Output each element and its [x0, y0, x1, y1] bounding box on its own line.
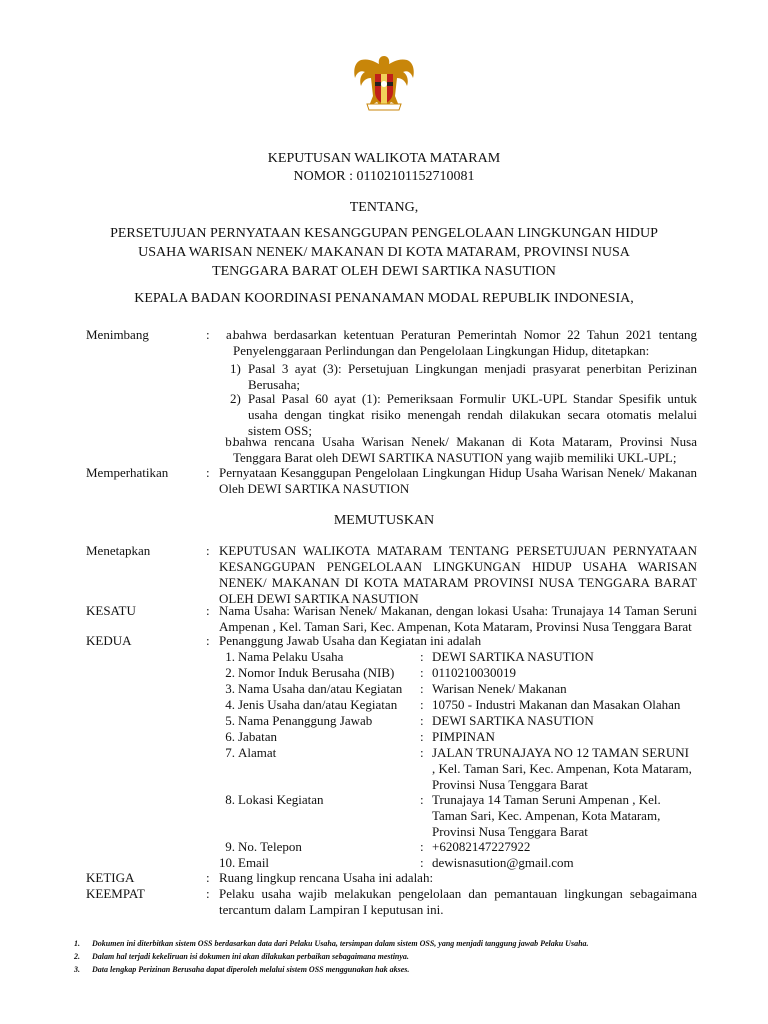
footnote: [74, 937, 694, 950]
field-label: Nama Penanggung Jawab: [238, 713, 373, 728]
authority-heading: KEPALA BADAN KOORDINASI PENANAMAN MODAL REPUBLIK INDONESIA,: [134, 291, 634, 306]
field-label: Email: [238, 855, 270, 870]
item-1-marker: 1): [230, 361, 241, 376]
field-number: 9.: [225, 839, 235, 854]
menetapkan-text: KEPUTUSAN WALIKOTA MATARAM TENTANG PERSETUJUAN PERNYATAAN KESANGGUPAN PENGELOLAAN LINGKUNGAN HIDUP USAHA WARISAN NENEK/ MAKANAN DI KOTA MATARAM PROVINSI NUSA TENGGARA BARAT OLEH DEWI SARTIKA NASUTION: [219, 543, 697, 606]
colon: :: [420, 839, 424, 854]
footnote: [74, 950, 694, 963]
colon: :: [420, 729, 424, 744]
footnote-text: Dalam hal terjadi kekeliruan isi dokumen ini akan dilakukan perbaikan sebagaimana mestinya.: [92, 952, 409, 961]
subject-line: PERSETUJUAN PERNYATAAN KESANGGUPAN PENGELOLAAN LINGKUNGAN HIDUP: [110, 226, 658, 241]
field-number: 2.: [225, 665, 235, 680]
field-label: Nama Pelaku Usaha: [238, 649, 344, 664]
subject-line: USAHA WARISAN NENEK/ MAKANAN DI KOTA MATARAM, PROVINSI NUSA: [138, 245, 630, 260]
address-line: , Kel. Taman Sari, Kec. Ampenan, Kota Mataram,: [432, 761, 692, 776]
menimbang-label: Menimbang: [86, 327, 149, 342]
field-label: Nomor Induk Berusaha (NIB): [238, 665, 395, 680]
footnote-text: Data lengkap Perizinan Berusaha dapat diperoleh melalui sistem OSS menggunakan hak akses.: [92, 965, 410, 974]
keempat-text: Pelaku usaha wajib melakukan pengelolaan dan pemantauan lingkungan sebagaimana tercantum dalam Lampiran I keputusan ini.: [219, 886, 697, 917]
footnote-number: 3.: [74, 965, 80, 974]
field-number: 3.: [225, 681, 235, 696]
colon: :: [206, 870, 210, 885]
colon: :: [420, 697, 424, 712]
kedua-label: KEDUA: [86, 633, 132, 648]
point-a-marker: a.: [225, 327, 235, 342]
ketiga-label: KETIGA: [86, 870, 135, 885]
memutuskan-heading: MEMUTUSKAN: [333, 513, 435, 528]
decree-title: KEPUTUSAN WALIKOTA MATARAM: [267, 151, 501, 166]
kesatu-label: KESATU: [86, 603, 136, 618]
colon: :: [420, 855, 424, 870]
field-value: Warisan Nenek/ Makanan: [432, 681, 567, 696]
colon: :: [420, 681, 424, 696]
field-label: No. Telepon: [238, 839, 302, 854]
menetapkan-label: Menetapkan: [86, 543, 151, 558]
field-number: 1.: [225, 649, 235, 664]
keempat-label: KEEMPAT: [86, 886, 145, 901]
colon: :: [206, 603, 210, 618]
colon: :: [206, 327, 210, 342]
footnote-number: 1.: [74, 939, 80, 948]
colon: :: [420, 713, 424, 728]
colon: :: [420, 649, 424, 664]
field-label: Alamat: [238, 745, 277, 760]
colon: :: [206, 465, 210, 480]
point-b-text: bahwa rencana Usaha Warisan Nenek/ Makanan di Kota Mataram, Provinsi Nusa Tenggara Barat oleh DEWI SARTIKA NASUTION yang wajib memiliki UKL-UPL;: [233, 434, 697, 465]
garuda-emblem: [351, 52, 417, 116]
point-a-text: bahwa berdasarkan ketentuan Peraturan Pemerintah Nomor 22 Tahun 2021 tentang Penyelenggaraan Perlindungan dan Pengelolaan Lingkungan Hidup, ditetapkan:: [233, 327, 697, 358]
field-value: [432, 792, 697, 840]
colon: :: [206, 886, 210, 901]
field-label: Jenis Usaha dan/atau Kegiatan: [238, 697, 398, 712]
item-1-text: Pasal 3 ayat (3): Persetujuan Lingkungan menjadi prasyarat penerbitan Perizinan Berusaha;: [248, 361, 697, 392]
colon: :: [420, 745, 424, 760]
field-label: Nama Usaha dan/atau Kegiatan: [238, 681, 403, 696]
address-line: JALAN TRUNAJAYA NO 12 TAMAN SERUNI: [432, 745, 689, 760]
footnote: [74, 963, 694, 976]
field-number: 5.: [225, 713, 235, 728]
location-line: Trunajaya 14 Taman Seruni Ampenan , Kel.: [432, 792, 661, 807]
memperhatikan-text: Pernyataan Kesanggupan Pengelolaan Lingkungan Hidup Usaha Warisan Nenek/ Makanan Oleh DEWI SARTIKA NASUTION: [219, 465, 697, 496]
location-line: Taman Sari, Kec. Ampenan, Kota Mataram,: [432, 808, 661, 823]
item-2-text: Pasal Pasal 60 ayat (1): Pemeriksaan Formulir UKL-UPL Standar Spesifik untuk usaha dengan tingkat risiko menengah rendah dilakukan secara otomatis melalui sistem OSS;: [248, 391, 697, 438]
point-b-marker: b.: [225, 434, 235, 449]
field-value: dewisnasution@gmail.com: [432, 855, 574, 870]
item-2-marker: 2): [230, 391, 241, 406]
ketiga-text: Ruang lingkup rencana Usaha ini adalah:: [219, 870, 434, 885]
field-value: 10750 - Industri Makanan dan Masakan Olahan: [432, 697, 681, 712]
field-value: DEWI SARTIKA NASUTION: [432, 713, 594, 728]
colon: :: [206, 633, 210, 648]
field-value: DEWI SARTIKA NASUTION: [432, 649, 594, 664]
subject-line: TENGGARA BARAT OLEH DEWI SARTIKA NASUTION: [212, 264, 556, 279]
footnote-number: 2.: [74, 952, 80, 961]
field-value: +62082147227922: [432, 839, 531, 854]
decree-number: NOMOR : 01102101152710081: [293, 169, 475, 184]
field-value: 0110210030019: [432, 665, 517, 680]
field-number: 10.: [219, 855, 236, 870]
decree-subject: [60, 224, 708, 281]
garuda-icon: [354, 56, 414, 110]
field-number: 6.: [225, 729, 235, 744]
colon: :: [206, 543, 210, 558]
location-line: Provinsi Nusa Tenggara Barat: [432, 824, 588, 839]
field-number: 7.: [225, 745, 235, 760]
field-label: Jabatan: [238, 729, 277, 744]
address-line: Provinsi Nusa Tenggara Barat: [432, 777, 588, 792]
footnote-text: Dokumen ini diterbitkan sistem OSS berdasarkan data dari Pelaku Usaha, tersimpan dalam sistem OSS, yang menjadi tanggung jawab Pelaku Usaha.: [92, 939, 589, 948]
colon: :: [420, 665, 424, 680]
colon: :: [420, 792, 424, 807]
field-number: 8.: [225, 792, 235, 807]
kedua-intro: Penanggung Jawab Usaha dan Kegiatan ini adalah: [219, 633, 482, 648]
kesatu-text: Nama Usaha: Warisan Nenek/ Makanan, dengan lokasi Usaha: Trunajaya 14 Taman Seruni Ampenan , Kel. Taman Sari, Kec. Ampenan, Kota Mataram, Provinsi Nusa Tenggara Barat: [219, 603, 697, 634]
field-value: PIMPINAN: [432, 729, 495, 744]
tentang-heading: TENTANG,: [349, 200, 419, 215]
field-label: Lokasi Kegiatan: [238, 792, 324, 807]
field-value: [432, 745, 697, 793]
memperhatikan-label: Memperhatikan: [86, 465, 169, 480]
field-number: 4.: [225, 697, 235, 712]
